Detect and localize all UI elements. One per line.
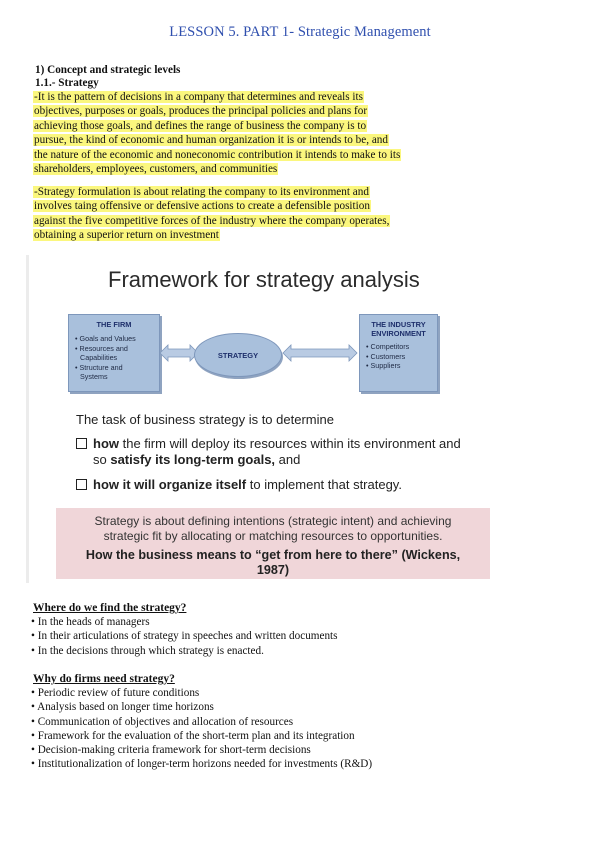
paragraph-line: involves taing offensive or defensive actions to create a defensible position (34, 200, 370, 213)
firm-box-heading: THE FIRM (96, 320, 132, 329)
list-item: • In the heads of managers (31, 615, 338, 629)
firm-item: • Goals and Values (75, 334, 159, 344)
list-item: • Analysis based on longer time horizons (31, 700, 372, 714)
list-item: • Periodic review of future conditions (31, 686, 372, 700)
why-list (31, 686, 372, 772)
why-heading: Why do firms need strategy? (33, 673, 175, 685)
paragraph-line: shareholders, employees, customers, and communities (34, 163, 278, 176)
list-item: • Framework for the evaluation of the short-term plan and its integration (31, 729, 372, 743)
list-item: • Communication of objectives and allocation of resources (31, 715, 372, 729)
strategy-definition-box (56, 508, 490, 579)
definition-paragraph (33, 90, 401, 176)
section-subheading: 1.1.- Strategy (35, 77, 99, 89)
checkbox-icon (76, 479, 87, 490)
paragraph-line: against the five competitive forces of the industry where the company operates, (34, 214, 390, 227)
paragraph-line: -Strategy formulation is about relating the company to its environment and (34, 186, 369, 198)
paragraph-line: achieving those goals, and defines the range of business the company is to (34, 119, 367, 132)
where-list (31, 615, 338, 658)
wickens-quote: How the business means to “get from here to there” (Wickens, 1987) (85, 548, 461, 577)
framework-figure (26, 255, 494, 583)
definition-text: Strategy is about defining intentions (strategic intent) and achieving strategic fit by allocating or matching resources to opportunities. (94, 514, 452, 543)
list-item: • Institutionalization of longer-term horizons needed for investments (R&D) (31, 757, 372, 771)
strategy-ellipse: STRATEGY (194, 333, 282, 377)
paragraph-line: pursue, the kind of economic and human organization it is or intends to be, and (34, 134, 388, 147)
task-line: The task of business strategy is to determine (76, 412, 334, 427)
checklist-item-deploy: how the firm will deploy its resources within its environment and so satisfy its long-term goals, and (76, 436, 461, 468)
firm-item: • Structure and (75, 363, 159, 373)
industry-item: • Suppliers (366, 361, 437, 371)
right-double-arrow (282, 343, 358, 363)
left-double-arrow (159, 343, 199, 363)
firm-item: • Resources and (75, 344, 159, 354)
industry-item: • Competitors (366, 342, 437, 352)
paragraph-line: obtaining a superior return on investment (34, 229, 219, 242)
paragraph-line: -It is the pattern of decisions in a company that determines and reveals its (34, 91, 363, 103)
firm-box (68, 314, 160, 392)
figure-edge (26, 255, 29, 583)
checklist-item-organize: how it will organize itself to implement that strategy. (76, 477, 402, 492)
industry-box-heading: THE INDUSTRY ENVIRONMENT (371, 320, 426, 338)
figure-title: Framework for strategy analysis (108, 267, 420, 292)
checkbox-icon (76, 438, 87, 449)
list-item: • In their articulations of strategy in speeches and written documents (31, 629, 338, 643)
industry-item: • Customers (366, 352, 437, 362)
firm-item: Capabilities (80, 353, 118, 362)
list-item: • In the decisions through which strategy is enacted. (31, 644, 338, 658)
list-item: • Decision-making criteria framework for short-term decisions (31, 743, 372, 757)
formulation-paragraph (33, 185, 390, 243)
firm-item: Systems (80, 372, 108, 381)
where-heading: Where do we find the strategy? (33, 602, 187, 614)
paragraph-line: the nature of the economic and noneconomic contribution it intends to make to its (34, 148, 401, 161)
industry-box (359, 314, 438, 392)
section-heading: 1) Concept and strategic levels (35, 64, 181, 76)
page-title: LESSON 5. PART 1- Strategic Management (169, 24, 431, 40)
paragraph-line: objectives, purposes or goals, produces the principal policies and plans for (34, 105, 368, 118)
